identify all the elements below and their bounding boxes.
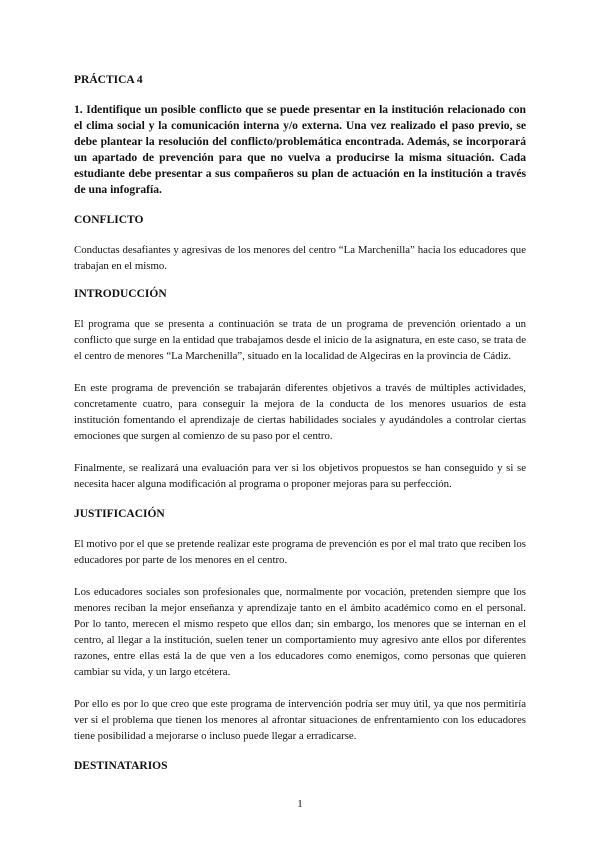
assignment-prompt: 1. Identifique un posible conflicto que se puede presentar en la institución relacionado con el clima social y la comunicación interna y/o externa. Una vez realizado el paso previo, se debe plantear la resolución del conflicto/problemática encontrada. Además, se incorporará un apartado de prevención para que no vuelva a producirse la misma situación. Cada estudiante debe presentar a sus compañeros su plan de actuación en la institución a través de una infografía. xyxy=(74,103,526,196)
introduccion-paragraph-1: El programa que se presenta a continuación se trata de un programa de prevención orientado a un conflicto que surge en la entidad que trabajamos desde el inicio de la asignatura, en este caso, se trata de el centro de menores “La Marchenilla”, situado en la localidad de Algeciras en la provincia de Cádiz. xyxy=(74,318,526,362)
page-content xyxy=(74,72,526,774)
section-heading-conflicto: CONFLICTO xyxy=(74,214,144,226)
page-number: 1 xyxy=(297,798,303,810)
conflicto-paragraph-1: Conductas desafiantes y agresivas de los menores del centro “La Marchenilla” hacia los educadores que trabajan en el mismo. xyxy=(74,244,526,272)
introduccion-paragraph-3: Finalmente, se realizará una evaluación para ver si los objetivos propuestos se han conseguido y si se necesita hacer alguna modificación al programa o proponer mejoras para su perfección. xyxy=(74,462,526,490)
justificacion-paragraph-3: Por ello es por lo que creo que este programa de intervención podría ser muy útil, ya que nos permitiría ver si el problema que tienen los menores al afrontar situaciones de enfrentamiento con los educadores tiene posibilidad a mejorarse o incluso puede llegar a erradicarse. xyxy=(74,698,526,742)
document-title: PRÁCTICA 4 xyxy=(74,74,143,86)
section-heading-justificacion: JUSTIFICACIÓN xyxy=(74,508,165,520)
justificacion-paragraph-1: El motivo por el que se pretende realizar este programa de prevención es por el mal trato que reciben los educadores por parte de los menores en el centro. xyxy=(74,538,526,566)
justificacion-paragraph-2: Los educadores sociales son profesionales que, normalmente por vocación, pretenden siempre que los menores reciban la mejor enseñanza y aprendizaje tanto en el ámbito académico como en el personal. Por lo tanto, merecen el mismo respeto que ellos dan; sin embargo, los menores que se internan en el centro, al llegar a la institución, suelen tener un comportamiento muy agresivo ante ellos por diferentes razones, entre ellas está la de que ven a los educadores como enemigos, como personas que quieren cambiar su vida, y un largo etcétera. xyxy=(74,586,526,678)
section-heading-introduccion: INTRODUCCIÓN xyxy=(74,288,167,300)
introduccion-paragraph-2: En este programa de prevención se trabajarán diferentes objetivos a través de múltiples actividades, concretamente cuatro, para conseguir la mejora de la conducta de los menores usuarios de esta institución fomentando el aprendizaje de ciertas habilidades sociales y ayudándoles a controlar ciertas emociones que surgen al comienzo de su paso por el centro. xyxy=(74,382,526,442)
section-heading-destinatarios: DESTINATARIOS xyxy=(74,760,168,772)
